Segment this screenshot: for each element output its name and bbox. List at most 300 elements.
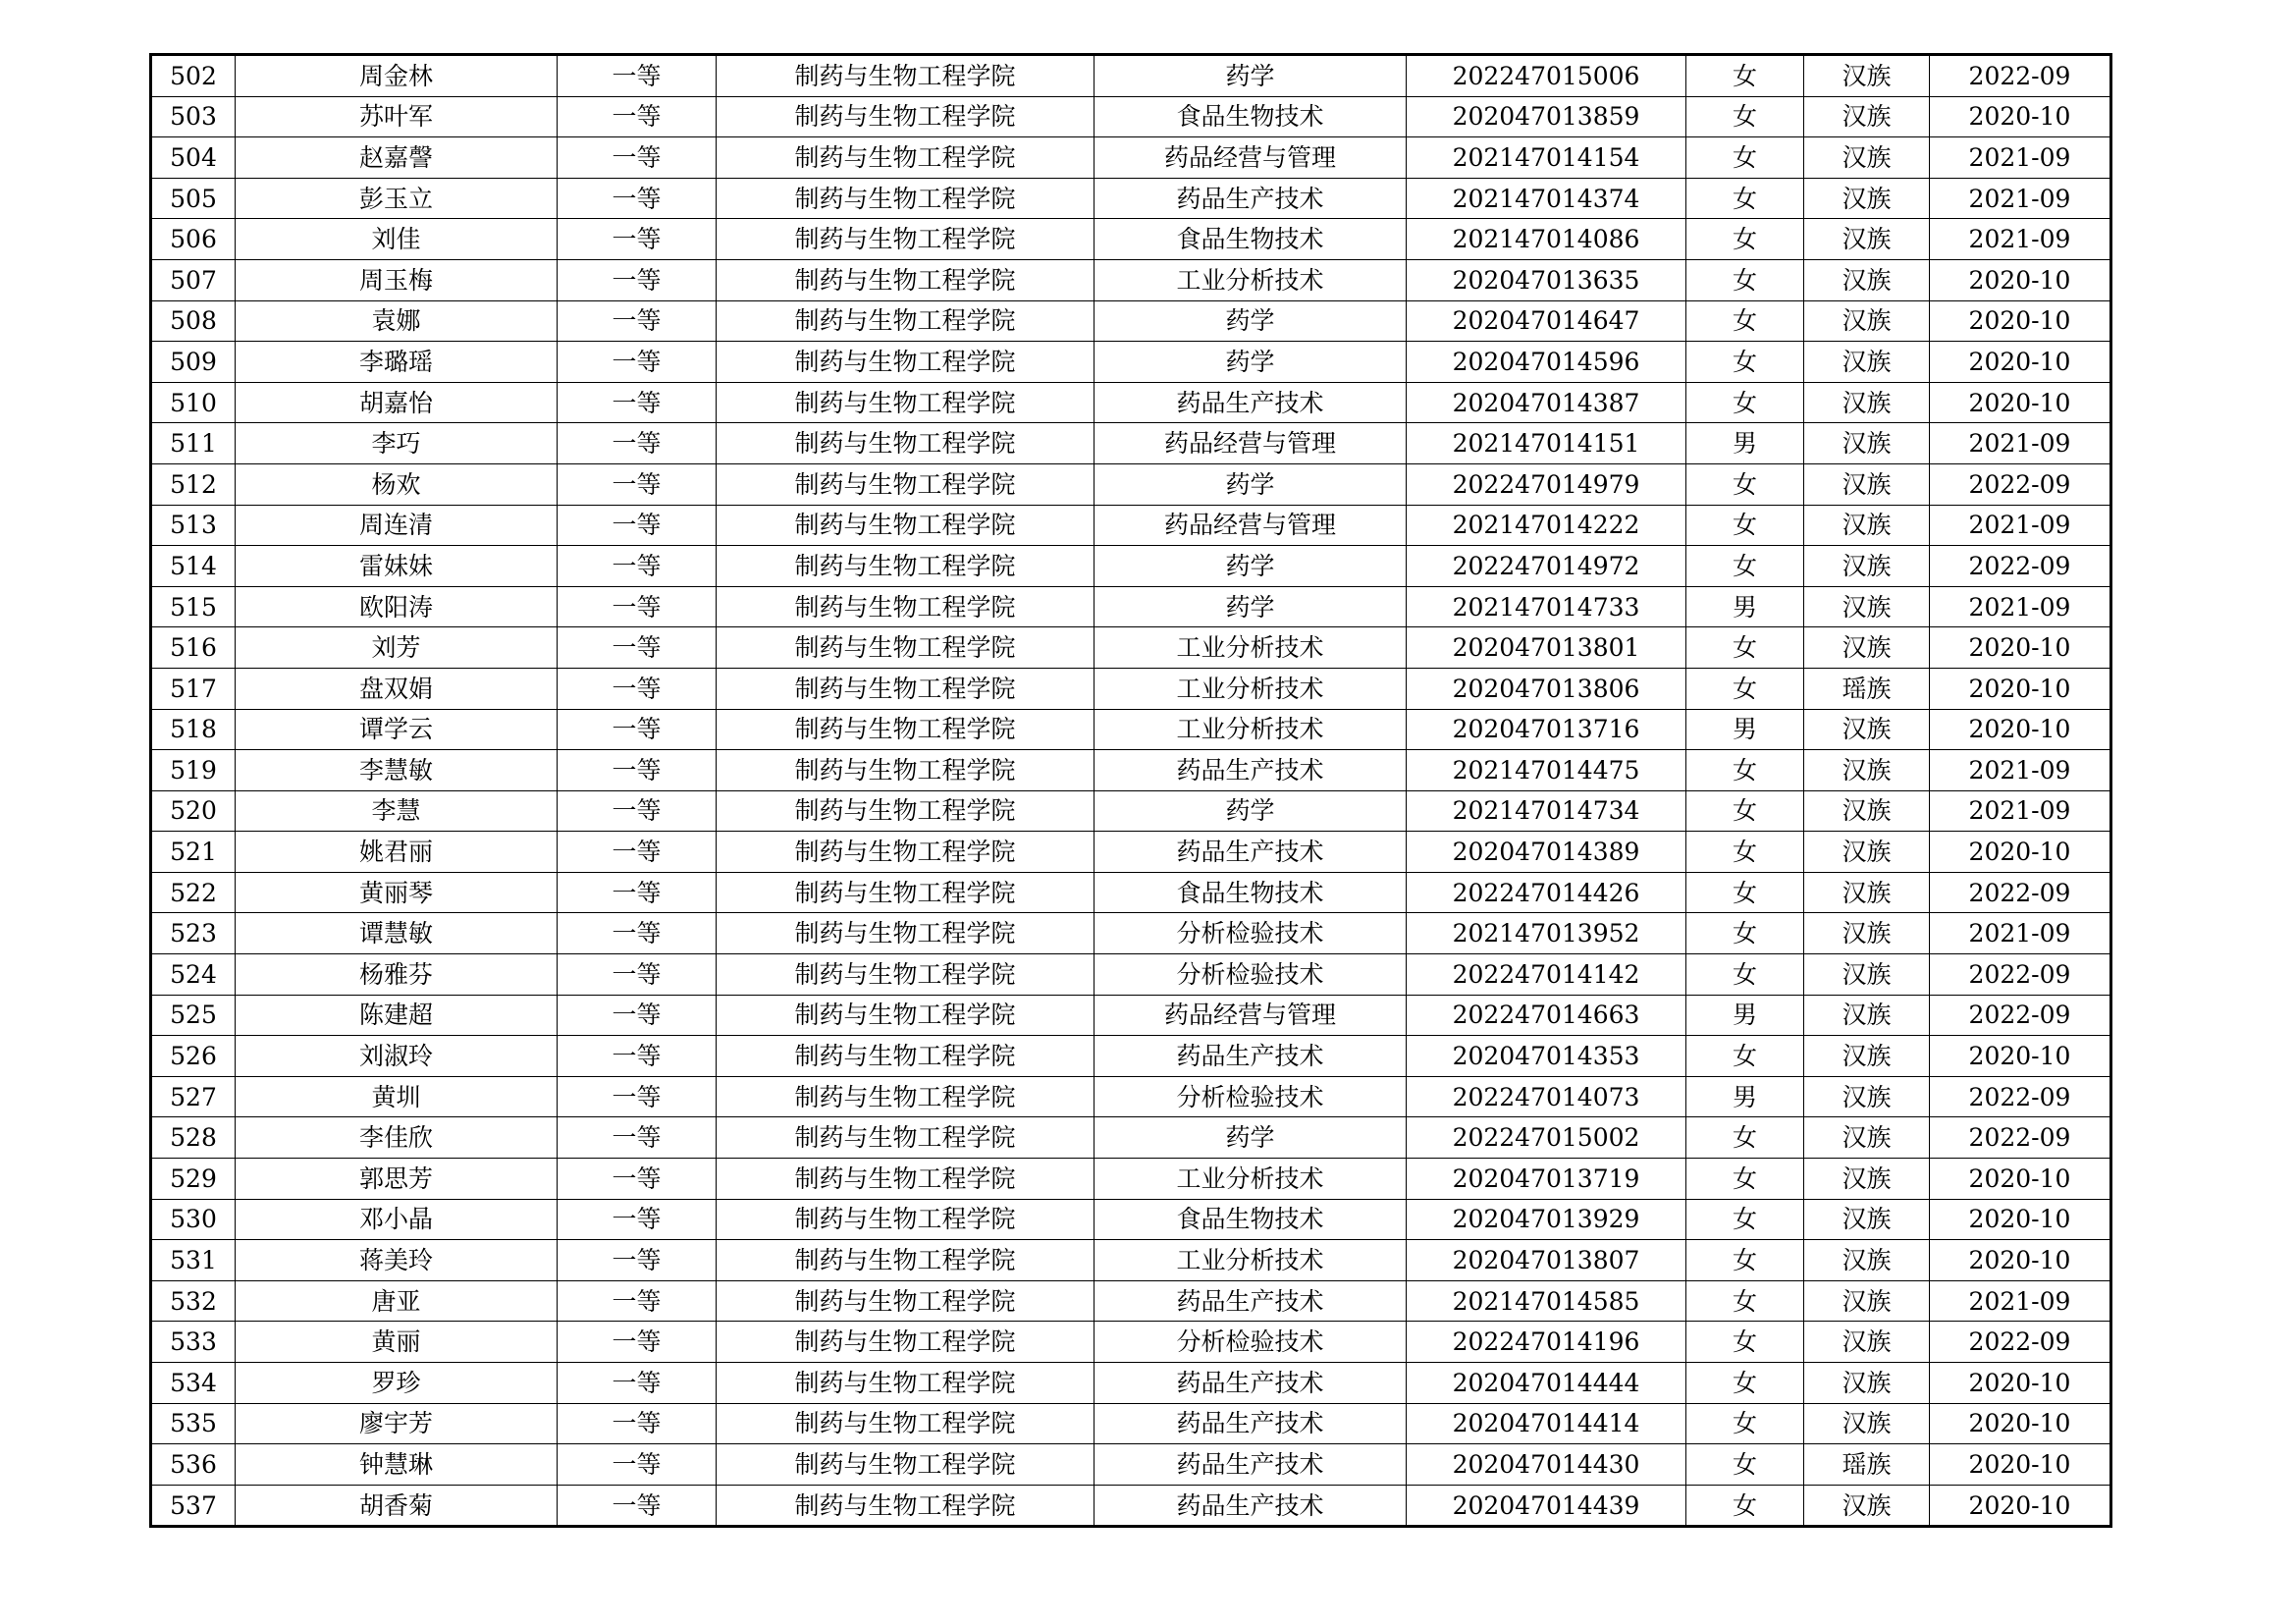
college-cell: 制药与生物工程学院: [717, 995, 1095, 1036]
student-id-cell: 202247014979: [1407, 463, 1686, 505]
major-cell: 分析检验技术: [1095, 1322, 1407, 1363]
enrollment-date-cell: 2021-09: [1930, 750, 2111, 791]
row-number-cell: 521: [151, 832, 236, 873]
enrollment-date-cell: 2020-10: [1930, 1240, 2111, 1281]
college-cell: 制药与生物工程学院: [717, 872, 1095, 913]
college-cell: 制药与生物工程学院: [717, 790, 1095, 832]
row-number-cell: 525: [151, 995, 236, 1036]
major-cell: 工业分析技术: [1095, 627, 1407, 669]
student-name-cell: 廖宇芳: [236, 1403, 558, 1444]
college-cell: 制药与生物工程学院: [717, 750, 1095, 791]
enrollment-date-cell: 2021-09: [1930, 790, 2111, 832]
major-cell: 药品生产技术: [1095, 1444, 1407, 1486]
table-row: [151, 463, 2111, 505]
gender-cell: 女: [1686, 913, 1804, 954]
row-number-cell: 532: [151, 1280, 236, 1322]
gender-cell: 女: [1686, 1485, 1804, 1527]
gender-cell: 女: [1686, 832, 1804, 873]
award-level-cell: 一等: [558, 913, 717, 954]
major-cell: 药学: [1095, 790, 1407, 832]
major-cell: 药学: [1095, 1117, 1407, 1159]
major-cell: 食品生物技术: [1095, 872, 1407, 913]
student-name-cell: 欧阳涛: [236, 586, 558, 627]
enrollment-date-cell: 2020-10: [1930, 1444, 2111, 1486]
student-id-cell: 202047014353: [1407, 1036, 1686, 1077]
student-id-cell: 202247014663: [1407, 995, 1686, 1036]
student-name-cell: 钟慧琳: [236, 1444, 558, 1486]
award-level-cell: 一等: [558, 505, 717, 546]
enrollment-date-cell: 2020-10: [1930, 96, 2111, 137]
row-number-cell: 506: [151, 219, 236, 260]
row-number-cell: 520: [151, 790, 236, 832]
gender-cell: 女: [1686, 1159, 1804, 1200]
major-cell: 药品生产技术: [1095, 1280, 1407, 1322]
gender-cell: 女: [1686, 954, 1804, 996]
row-number-cell: 507: [151, 259, 236, 300]
row-number-cell: 502: [151, 55, 236, 97]
major-cell: 工业分析技术: [1095, 1159, 1407, 1200]
award-level-cell: 一等: [558, 463, 717, 505]
major-cell: 药学: [1095, 342, 1407, 383]
student-name-cell: 杨雅芬: [236, 954, 558, 996]
student-name-cell: 赵嘉謦: [236, 137, 558, 179]
award-level-cell: 一等: [558, 178, 717, 219]
college-cell: 制药与生物工程学院: [717, 505, 1095, 546]
student-name-cell: 胡香菊: [236, 1485, 558, 1527]
award-level-cell: 一等: [558, 954, 717, 996]
gender-cell: 女: [1686, 1199, 1804, 1240]
student-id-cell: 202047013635: [1407, 259, 1686, 300]
student-id-cell: 202047014430: [1407, 1444, 1686, 1486]
table-row: [151, 913, 2111, 954]
gender-cell: 女: [1686, 627, 1804, 669]
ethnicity-cell: 汉族: [1804, 627, 1930, 669]
award-level-cell: 一等: [558, 1280, 717, 1322]
ethnicity-cell: 汉族: [1804, 1036, 1930, 1077]
enrollment-date-cell: 2021-09: [1930, 505, 2111, 546]
ethnicity-cell: 汉族: [1804, 1280, 1930, 1322]
major-cell: 药品经营与管理: [1095, 995, 1407, 1036]
row-number-cell: 537: [151, 1485, 236, 1527]
table-row: [151, 1240, 2111, 1281]
enrollment-date-cell: 2022-09: [1930, 1117, 2111, 1159]
student-id-cell: 202047013929: [1407, 1199, 1686, 1240]
row-number-cell: 533: [151, 1322, 236, 1363]
table-row: [151, 300, 2111, 342]
student-id-cell: 202247014196: [1407, 1322, 1686, 1363]
gender-cell: 女: [1686, 750, 1804, 791]
major-cell: 药学: [1095, 463, 1407, 505]
row-number-cell: 528: [151, 1117, 236, 1159]
ethnicity-cell: 汉族: [1804, 505, 1930, 546]
major-cell: 药品经营与管理: [1095, 505, 1407, 546]
student-id-cell: 202147014222: [1407, 505, 1686, 546]
major-cell: 药学: [1095, 546, 1407, 587]
award-level-cell: 一等: [558, 300, 717, 342]
student-name-cell: 杨欢: [236, 463, 558, 505]
student-name-cell: 刘佳: [236, 219, 558, 260]
table-row: [151, 586, 2111, 627]
award-level-cell: 一等: [558, 342, 717, 383]
major-cell: 食品生物技术: [1095, 219, 1407, 260]
college-cell: 制药与生物工程学院: [717, 300, 1095, 342]
student-id-cell: 202047013716: [1407, 709, 1686, 750]
row-number-cell: 511: [151, 423, 236, 464]
ethnicity-cell: 汉族: [1804, 1199, 1930, 1240]
row-number-cell: 508: [151, 300, 236, 342]
student-id-cell: 202047013807: [1407, 1240, 1686, 1281]
table-row: [151, 1036, 2111, 1077]
table-row: [151, 1280, 2111, 1322]
enrollment-date-cell: 2021-09: [1930, 137, 2111, 179]
college-cell: 制药与生物工程学院: [717, 1240, 1095, 1281]
college-cell: 制药与生物工程学院: [717, 55, 1095, 97]
student-name-cell: 袁娜: [236, 300, 558, 342]
row-number-cell: 519: [151, 750, 236, 791]
student-id-cell: 202147014585: [1407, 1280, 1686, 1322]
student-id-cell: 202247014972: [1407, 546, 1686, 587]
ethnicity-cell: 汉族: [1804, 463, 1930, 505]
ethnicity-cell: 汉族: [1804, 1322, 1930, 1363]
student-name-cell: 谭学云: [236, 709, 558, 750]
award-level-cell: 一等: [558, 872, 717, 913]
major-cell: 工业分析技术: [1095, 259, 1407, 300]
award-level-cell: 一等: [558, 382, 717, 423]
student-name-cell: 周玉梅: [236, 259, 558, 300]
ethnicity-cell: 汉族: [1804, 872, 1930, 913]
row-number-cell: 515: [151, 586, 236, 627]
enrollment-date-cell: 2020-10: [1930, 300, 2111, 342]
gender-cell: 女: [1686, 1403, 1804, 1444]
ethnicity-cell: 汉族: [1804, 709, 1930, 750]
student-name-cell: 姚君丽: [236, 832, 558, 873]
award-level-cell: 一等: [558, 1485, 717, 1527]
enrollment-date-cell: 2021-09: [1930, 178, 2111, 219]
row-number-cell: 516: [151, 627, 236, 669]
major-cell: 分析检验技术: [1095, 954, 1407, 996]
student-id-cell: 202147014154: [1407, 137, 1686, 179]
row-number-cell: 535: [151, 1403, 236, 1444]
row-number-cell: 504: [151, 137, 236, 179]
award-level-cell: 一等: [558, 137, 717, 179]
student-id-cell: 202147014734: [1407, 790, 1686, 832]
college-cell: 制药与生物工程学院: [717, 913, 1095, 954]
enrollment-date-cell: 2020-10: [1930, 627, 2111, 669]
table-row: [151, 382, 2111, 423]
award-level-cell: 一等: [558, 790, 717, 832]
row-number-cell: 529: [151, 1159, 236, 1200]
row-number-cell: 526: [151, 1036, 236, 1077]
gender-cell: 女: [1686, 1240, 1804, 1281]
enrollment-date-cell: 2020-10: [1930, 668, 2111, 709]
ethnicity-cell: 汉族: [1804, 546, 1930, 587]
table-row: [151, 259, 2111, 300]
table-row: [151, 750, 2111, 791]
college-cell: 制药与生物工程学院: [717, 1159, 1095, 1200]
row-number-cell: 536: [151, 1444, 236, 1486]
award-level-cell: 一等: [558, 1403, 717, 1444]
ethnicity-cell: 汉族: [1804, 423, 1930, 464]
award-level-cell: 一等: [558, 259, 717, 300]
student-id-cell: 202247014073: [1407, 1076, 1686, 1117]
ethnicity-cell: 汉族: [1804, 913, 1930, 954]
enrollment-date-cell: 2020-10: [1930, 1363, 2111, 1404]
enrollment-date-cell: 2022-09: [1930, 995, 2111, 1036]
table-row: [151, 546, 2111, 587]
award-level-cell: 一等: [558, 1444, 717, 1486]
table-row: [151, 505, 2111, 546]
enrollment-date-cell: 2021-09: [1930, 913, 2111, 954]
student-name-cell: 蒋美玲: [236, 1240, 558, 1281]
gender-cell: 女: [1686, 342, 1804, 383]
table-row: [151, 709, 2111, 750]
college-cell: 制药与生物工程学院: [717, 1485, 1095, 1527]
enrollment-date-cell: 2020-10: [1930, 1485, 2111, 1527]
student-id-cell: 202147014374: [1407, 178, 1686, 219]
row-number-cell: 524: [151, 954, 236, 996]
table-row: [151, 668, 2111, 709]
row-number-cell: 527: [151, 1076, 236, 1117]
enrollment-date-cell: 2022-09: [1930, 55, 2111, 97]
college-cell: 制药与生物工程学院: [717, 668, 1095, 709]
student-id-cell: 202147014475: [1407, 750, 1686, 791]
gender-cell: 女: [1686, 1280, 1804, 1322]
table-row: [151, 178, 2111, 219]
student-id-cell: 202047014389: [1407, 832, 1686, 873]
student-id-cell: 202147014086: [1407, 219, 1686, 260]
award-level-cell: 一等: [558, 219, 717, 260]
table-row: [151, 137, 2111, 179]
student-id-cell: 202047014414: [1407, 1403, 1686, 1444]
college-cell: 制药与生物工程学院: [717, 382, 1095, 423]
college-cell: 制药与生物工程学院: [717, 1403, 1095, 1444]
award-level-cell: 一等: [558, 1117, 717, 1159]
student-name-cell: 李慧敏: [236, 750, 558, 791]
major-cell: 工业分析技术: [1095, 668, 1407, 709]
college-cell: 制药与生物工程学院: [717, 137, 1095, 179]
major-cell: 药品生产技术: [1095, 178, 1407, 219]
gender-cell: 女: [1686, 137, 1804, 179]
student-id-cell: 202147013952: [1407, 913, 1686, 954]
student-id-cell: 202147014733: [1407, 586, 1686, 627]
college-cell: 制药与生物工程学院: [717, 954, 1095, 996]
student-id-cell: 202047014596: [1407, 342, 1686, 383]
table-row: [151, 1159, 2111, 1200]
college-cell: 制药与生物工程学院: [717, 1199, 1095, 1240]
major-cell: 药品生产技术: [1095, 1036, 1407, 1077]
award-level-cell: 一等: [558, 96, 717, 137]
ethnicity-cell: 汉族: [1804, 178, 1930, 219]
table-row: [151, 872, 2111, 913]
award-level-cell: 一等: [558, 627, 717, 669]
gender-cell: 女: [1686, 872, 1804, 913]
college-cell: 制药与生物工程学院: [717, 1076, 1095, 1117]
student-name-cell: 李慧: [236, 790, 558, 832]
gender-cell: 女: [1686, 219, 1804, 260]
table-row: [151, 1363, 2111, 1404]
enrollment-date-cell: 2020-10: [1930, 1159, 2111, 1200]
ethnicity-cell: 汉族: [1804, 1117, 1930, 1159]
ethnicity-cell: 汉族: [1804, 954, 1930, 996]
student-name-cell: 刘芳: [236, 627, 558, 669]
student-name-cell: 雷妹妹: [236, 546, 558, 587]
major-cell: 药品生产技术: [1095, 832, 1407, 873]
enrollment-date-cell: 2021-09: [1930, 1280, 2111, 1322]
student-id-cell: 202047014647: [1407, 300, 1686, 342]
table-row: [151, 1199, 2111, 1240]
ethnicity-cell: 汉族: [1804, 137, 1930, 179]
gender-cell: 男: [1686, 586, 1804, 627]
row-number-cell: 510: [151, 382, 236, 423]
student-id-cell: 202047014387: [1407, 382, 1686, 423]
ethnicity-cell: 汉族: [1804, 342, 1930, 383]
enrollment-date-cell: 2020-10: [1930, 382, 2111, 423]
gender-cell: 男: [1686, 1076, 1804, 1117]
student-id-cell: 202247015006: [1407, 55, 1686, 97]
row-number-cell: 531: [151, 1240, 236, 1281]
gender-cell: 女: [1686, 178, 1804, 219]
major-cell: 药品生产技术: [1095, 750, 1407, 791]
major-cell: 分析检验技术: [1095, 913, 1407, 954]
student-name-cell: 苏叶军: [236, 96, 558, 137]
college-cell: 制药与生物工程学院: [717, 463, 1095, 505]
student-name-cell: 周连清: [236, 505, 558, 546]
enrollment-date-cell: 2022-09: [1930, 463, 2111, 505]
table-row: [151, 1403, 2111, 1444]
row-number-cell: 505: [151, 178, 236, 219]
table-row: [151, 96, 2111, 137]
major-cell: 药品生产技术: [1095, 1403, 1407, 1444]
table-row: [151, 1117, 2111, 1159]
college-cell: 制药与生物工程学院: [717, 1036, 1095, 1077]
table-row: [151, 790, 2111, 832]
award-level-cell: 一等: [558, 668, 717, 709]
ethnicity-cell: 汉族: [1804, 1076, 1930, 1117]
enrollment-date-cell: 2020-10: [1930, 709, 2111, 750]
gender-cell: 男: [1686, 709, 1804, 750]
enrollment-date-cell: 2020-10: [1930, 259, 2111, 300]
enrollment-date-cell: 2021-09: [1930, 423, 2111, 464]
major-cell: 药学: [1095, 55, 1407, 97]
major-cell: 药品经营与管理: [1095, 137, 1407, 179]
ethnicity-cell: 汉族: [1804, 1240, 1930, 1281]
enrollment-date-cell: 2020-10: [1930, 1036, 2111, 1077]
gender-cell: 女: [1686, 55, 1804, 97]
student-id-cell: 202047013719: [1407, 1159, 1686, 1200]
gender-cell: 女: [1686, 1444, 1804, 1486]
student-name-cell: 李璐瑶: [236, 342, 558, 383]
student-name-cell: 谭慧敏: [236, 913, 558, 954]
table-row: [151, 832, 2111, 873]
student-name-cell: 李巧: [236, 423, 558, 464]
student-id-cell: 202247014426: [1407, 872, 1686, 913]
award-level-cell: 一等: [558, 1159, 717, 1200]
college-cell: 制药与生物工程学院: [717, 178, 1095, 219]
gender-cell: 女: [1686, 1117, 1804, 1159]
enrollment-date-cell: 2020-10: [1930, 1403, 2111, 1444]
table-row: [151, 954, 2111, 996]
student-name-cell: 刘淑玲: [236, 1036, 558, 1077]
row-number-cell: 509: [151, 342, 236, 383]
gender-cell: 女: [1686, 1322, 1804, 1363]
college-cell: 制药与生物工程学院: [717, 1322, 1095, 1363]
student-name-cell: 郭思芳: [236, 1159, 558, 1200]
row-number-cell: 534: [151, 1363, 236, 1404]
ethnicity-cell: 汉族: [1804, 586, 1930, 627]
enrollment-date-cell: 2022-09: [1930, 872, 2111, 913]
major-cell: 食品生物技术: [1095, 1199, 1407, 1240]
award-level-cell: 一等: [558, 1363, 717, 1404]
award-level-cell: 一等: [558, 546, 717, 587]
enrollment-date-cell: 2022-09: [1930, 546, 2111, 587]
college-cell: 制药与生物工程学院: [717, 586, 1095, 627]
major-cell: 药品生产技术: [1095, 1485, 1407, 1527]
table-row: [151, 423, 2111, 464]
gender-cell: 女: [1686, 463, 1804, 505]
award-level-cell: 一等: [558, 423, 717, 464]
college-cell: 制药与生物工程学院: [717, 1117, 1095, 1159]
student-id-cell: 202247015002: [1407, 1117, 1686, 1159]
student-name-cell: 罗珍: [236, 1363, 558, 1404]
row-number-cell: 514: [151, 546, 236, 587]
table-row: [151, 995, 2111, 1036]
college-cell: 制药与生物工程学院: [717, 1363, 1095, 1404]
ethnicity-cell: 汉族: [1804, 259, 1930, 300]
student-name-cell: 李佳欣: [236, 1117, 558, 1159]
college-cell: 制药与生物工程学院: [717, 219, 1095, 260]
enrollment-date-cell: 2020-10: [1930, 342, 2111, 383]
ethnicity-cell: 汉族: [1804, 1403, 1930, 1444]
enrollment-date-cell: 2022-09: [1930, 1322, 2111, 1363]
major-cell: 药品生产技术: [1095, 1363, 1407, 1404]
major-cell: 药学: [1095, 586, 1407, 627]
ethnicity-cell: 汉族: [1804, 219, 1930, 260]
student-name-cell: 黄丽琴: [236, 872, 558, 913]
award-level-cell: 一等: [558, 995, 717, 1036]
college-cell: 制药与生物工程学院: [717, 709, 1095, 750]
row-number-cell: 512: [151, 463, 236, 505]
table-row: [151, 219, 2111, 260]
ethnicity-cell: 汉族: [1804, 300, 1930, 342]
student-id-cell: 202047014439: [1407, 1485, 1686, 1527]
student-name-cell: 陈建超: [236, 995, 558, 1036]
award-level-cell: 一等: [558, 586, 717, 627]
gender-cell: 女: [1686, 259, 1804, 300]
ethnicity-cell: 瑶族: [1804, 668, 1930, 709]
award-level-cell: 一等: [558, 832, 717, 873]
ethnicity-cell: 汉族: [1804, 1159, 1930, 1200]
enrollment-date-cell: 2020-10: [1930, 832, 2111, 873]
college-cell: 制药与生物工程学院: [717, 627, 1095, 669]
ethnicity-cell: 汉族: [1804, 1485, 1930, 1527]
award-level-cell: 一等: [558, 1322, 717, 1363]
major-cell: 药品经营与管理: [1095, 423, 1407, 464]
student-name-cell: 黄丽: [236, 1322, 558, 1363]
student-name-cell: 周金林: [236, 55, 558, 97]
ethnicity-cell: 汉族: [1804, 1363, 1930, 1404]
major-cell: 药学: [1095, 300, 1407, 342]
gender-cell: 男: [1686, 995, 1804, 1036]
student-id-cell: 202147014151: [1407, 423, 1686, 464]
gender-cell: 女: [1686, 546, 1804, 587]
enrollment-date-cell: 2020-10: [1930, 1199, 2111, 1240]
award-level-cell: 一等: [558, 750, 717, 791]
table-row: [151, 55, 2111, 97]
major-cell: 药品生产技术: [1095, 382, 1407, 423]
award-level-cell: 一等: [558, 55, 717, 97]
gender-cell: 女: [1686, 790, 1804, 832]
ethnicity-cell: 瑶族: [1804, 1444, 1930, 1486]
